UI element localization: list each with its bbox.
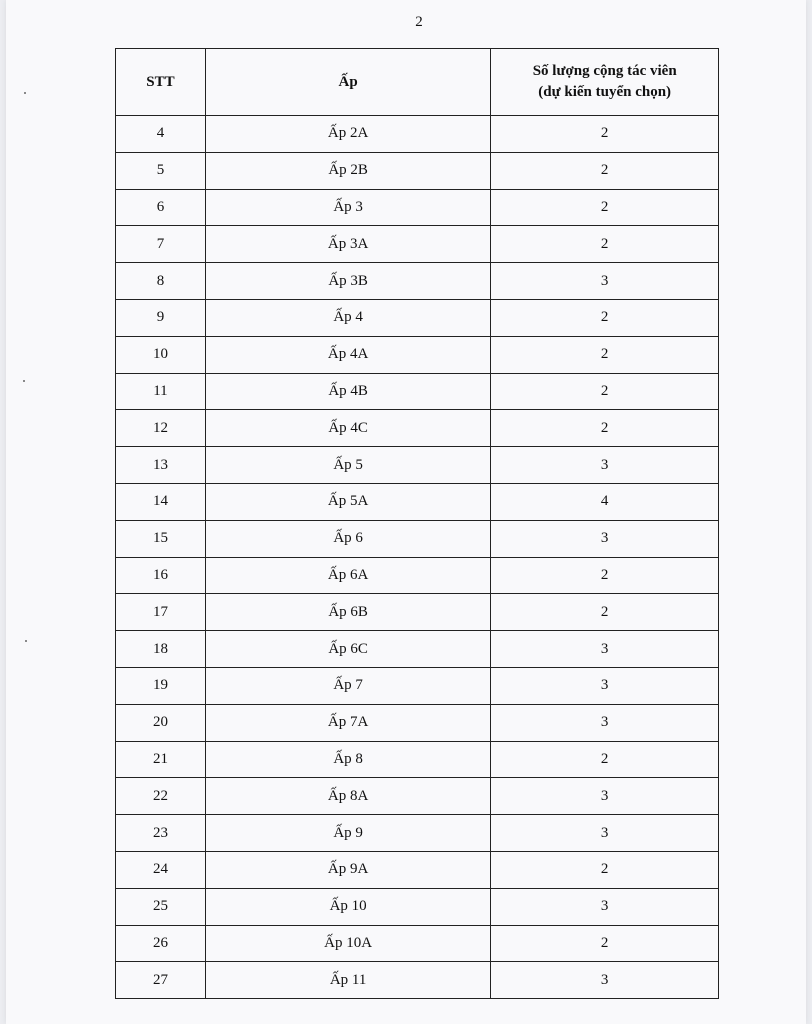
table-row: [116, 815, 719, 852]
count-cell: 2: [491, 741, 719, 778]
header-count-line2: (dự kiến tuyển chọn): [538, 84, 672, 100]
stt-cell: 27: [116, 962, 206, 999]
stt-cell: 20: [116, 704, 206, 741]
table-row: [116, 741, 719, 778]
table-row: [116, 189, 719, 226]
count-cell: 2: [491, 851, 719, 888]
count-cell: 2: [491, 152, 719, 189]
count-cell: 2: [491, 299, 719, 336]
count-cell: 3: [491, 778, 719, 815]
stt-cell: 26: [116, 925, 206, 962]
stt-cell: 13: [116, 447, 206, 484]
count-cell: 3: [491, 520, 719, 557]
count-cell: 3: [491, 962, 719, 999]
table-row: [116, 263, 719, 300]
table-row: [116, 373, 719, 410]
document-page: [6, 0, 806, 1024]
stt-cell: 24: [116, 851, 206, 888]
ap-cell: Ấp 6C: [205, 631, 490, 668]
ap-cell: Ấp 4A: [205, 336, 490, 373]
table-row: [116, 778, 719, 815]
ap-cell: Ấp 5: [205, 447, 490, 484]
header-stt: STT: [116, 49, 206, 116]
stt-cell: 4: [116, 116, 206, 153]
table-row: [116, 410, 719, 447]
table-row: [116, 336, 719, 373]
ap-cell: Ấp 5A: [205, 483, 490, 520]
ap-cell: Ấp 3: [205, 189, 490, 226]
header-ap: Ấp: [205, 49, 490, 116]
count-cell: 3: [491, 667, 719, 704]
count-cell: 2: [491, 925, 719, 962]
stt-cell: 12: [116, 410, 206, 447]
ap-cell: Ấp 4B: [205, 373, 490, 410]
ap-cell: Ấp 2A: [205, 116, 490, 153]
ap-cell: Ấp 8A: [205, 778, 490, 815]
stt-cell: 19: [116, 667, 206, 704]
stt-cell: 6: [116, 189, 206, 226]
table-row: [116, 851, 719, 888]
stt-cell: 10: [116, 336, 206, 373]
header-count-line1: Số lượng cộng tác viên: [532, 63, 677, 79]
stt-cell: 21: [116, 741, 206, 778]
stt-cell: 11: [116, 373, 206, 410]
table-row: [116, 152, 719, 189]
count-cell: 3: [491, 815, 719, 852]
table-row: [116, 447, 719, 484]
ap-cell: Ấp 4: [205, 299, 490, 336]
table-row: [116, 299, 719, 336]
stt-cell: 15: [116, 520, 206, 557]
ap-cell: Ấp 6B: [205, 594, 490, 631]
table-row: [116, 631, 719, 668]
stt-cell: 7: [116, 226, 206, 263]
ap-cell: Ấp 7: [205, 667, 490, 704]
stt-cell: 18: [116, 631, 206, 668]
table-row: [116, 888, 719, 925]
table-header-row: [116, 49, 719, 116]
ap-cell: Ấp 4C: [205, 410, 490, 447]
ap-cell: Ấp 6A: [205, 557, 490, 594]
table-row: [116, 116, 719, 153]
ap-cell: Ấp 7A: [205, 704, 490, 741]
collaborator-table: [115, 48, 719, 999]
table-row: [116, 557, 719, 594]
table-row: [116, 226, 719, 263]
stt-cell: 9: [116, 299, 206, 336]
table-row: [116, 483, 719, 520]
table-header: [116, 49, 719, 116]
count-cell: 3: [491, 704, 719, 741]
count-cell: 3: [491, 263, 719, 300]
ap-cell: Ấp 3B: [205, 263, 490, 300]
count-cell: 2: [491, 189, 719, 226]
stt-cell: 16: [116, 557, 206, 594]
table-row: [116, 520, 719, 557]
ap-cell: Ấp 2B: [205, 152, 490, 189]
table-row: [116, 667, 719, 704]
ap-cell: Ấp 10A: [205, 925, 490, 962]
ap-cell: Ấp 11: [205, 962, 490, 999]
count-cell: 2: [491, 116, 719, 153]
stt-cell: 25: [116, 888, 206, 925]
count-cell: 2: [491, 226, 719, 263]
ap-cell: Ấp 10: [205, 888, 490, 925]
scan-speck: [25, 640, 27, 642]
count-cell: 2: [491, 594, 719, 631]
table-row: [116, 962, 719, 999]
ap-cell: Ấp 3A: [205, 226, 490, 263]
count-cell: 3: [491, 888, 719, 925]
page-number: 2: [415, 14, 423, 30]
table-row: [116, 704, 719, 741]
ap-cell: Ấp 9: [205, 815, 490, 852]
scan-speck: [23, 380, 25, 382]
stt-cell: 22: [116, 778, 206, 815]
stt-cell: 5: [116, 152, 206, 189]
count-cell: 3: [491, 631, 719, 668]
stt-cell: 8: [116, 263, 206, 300]
table-row: [116, 594, 719, 631]
scan-speck: [24, 92, 26, 94]
count-cell: 2: [491, 336, 719, 373]
ap-cell: Ấp 6: [205, 520, 490, 557]
count-cell: 2: [491, 410, 719, 447]
header-count: [491, 49, 719, 116]
table-body: [116, 116, 719, 999]
count-cell: 3: [491, 447, 719, 484]
stt-cell: 23: [116, 815, 206, 852]
stt-cell: 14: [116, 483, 206, 520]
ap-cell: Ấp 9A: [205, 851, 490, 888]
count-cell: 2: [491, 557, 719, 594]
stt-cell: 17: [116, 594, 206, 631]
table-row: [116, 925, 719, 962]
count-cell: 4: [491, 483, 719, 520]
count-cell: 2: [491, 373, 719, 410]
ap-cell: Ấp 8: [205, 741, 490, 778]
